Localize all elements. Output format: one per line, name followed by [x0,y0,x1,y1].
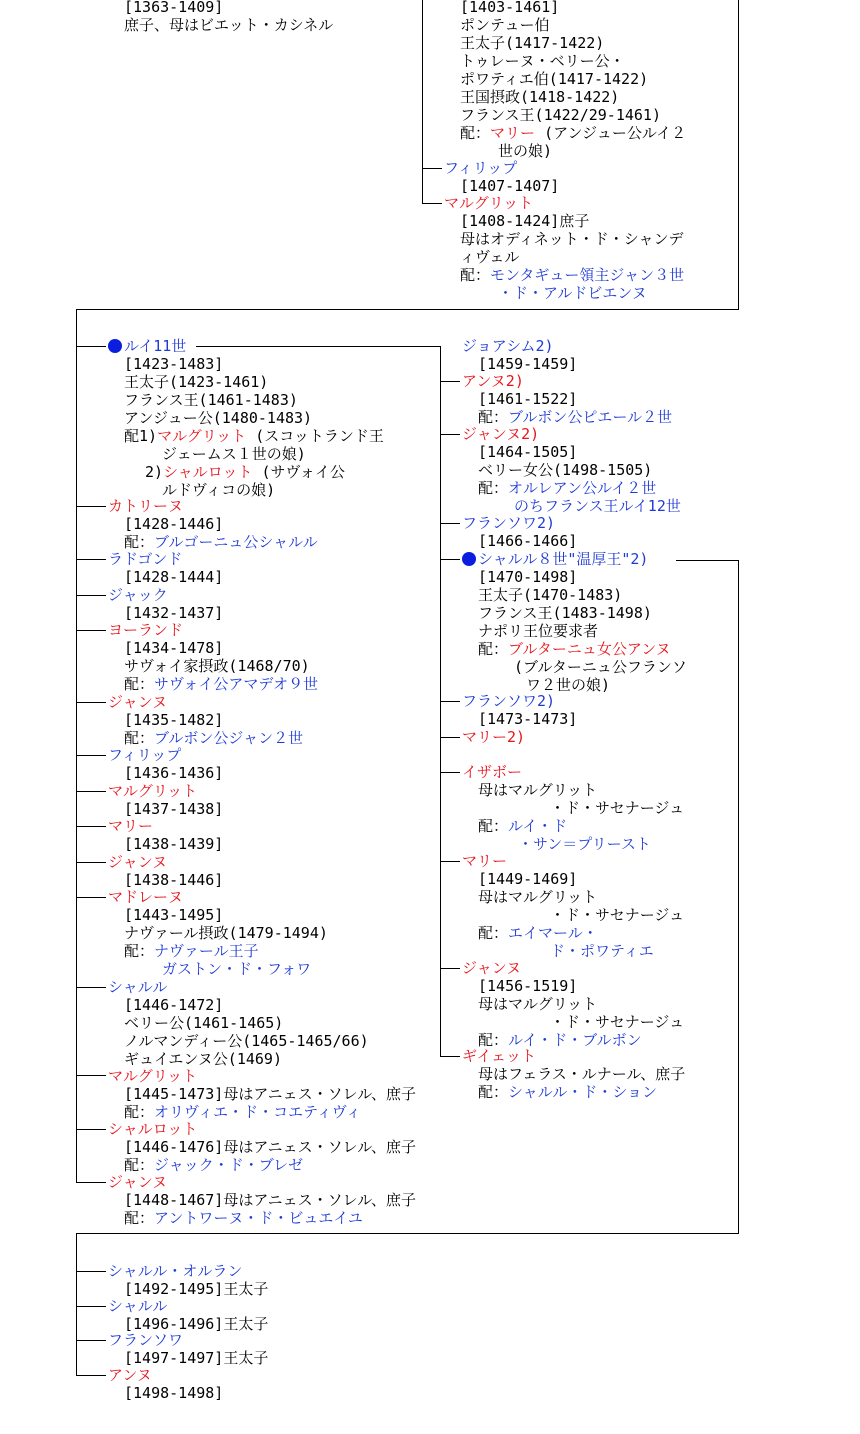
branch-line [76,1182,106,1183]
person-name-link[interactable]: ジャック [108,586,168,604]
person-name-link[interactable]: マルグリット [444,194,534,212]
person-name-link[interactable]: ジャンヌ2) [462,425,540,443]
spouse-name-link[interactable]: ド・ポワティエ [550,942,654,960]
spouse-note: (アンジュー公ルイ２ [544,124,687,142]
person-name-link[interactable]: フランソワ [108,1331,184,1349]
dates-text: [1434-1478] [124,639,224,657]
connector-line [76,309,739,310]
person-name-link[interactable]: マドレーヌ [108,888,184,906]
person-name-link[interactable]: ジャンヌ [108,853,168,871]
person-name-link[interactable]: ラドゴンド [108,550,183,568]
spouse-name-link[interactable]: ルイ・ド [508,817,568,835]
branch-line [76,826,106,827]
spouse-name-link[interactable]: ルイ・ド・ブルボン [508,1031,642,1049]
person-name-link[interactable]: フィリップ [444,159,518,177]
spouse-name-link[interactable]: ナヴァール王子 [154,942,259,960]
branch-line [76,1306,106,1307]
spouse-note: (サヴォイ公 [261,463,345,481]
note-text: ・ド・サセナージュ [550,799,685,817]
title-text: ノルマンディー公(1465-1465/66) [124,1032,369,1050]
spouse-line-text [124,533,318,551]
spouse-line-text [124,1103,361,1121]
connector-line [76,1233,739,1234]
spouse-note: 世の娘) [498,142,553,160]
dates-text: [1435-1482] [124,711,224,729]
spouse-prefix: 配： [478,1031,509,1049]
connector-line [738,0,739,310]
person-name-link[interactable]: ジャンヌ [108,693,168,711]
dates-text: [1445-1473]母はアニェス・ソレル、庶子 [124,1085,417,1103]
spouse-prefix: 配： [460,266,491,284]
branch-line [440,434,460,435]
branch-line [76,755,106,756]
spouse-line-text [124,675,318,693]
spouse-line-text [478,479,656,497]
branch-line [76,1129,106,1130]
connector-line [76,309,77,1183]
branch-line [76,1375,106,1376]
dates-text: [1461-1522] [478,390,578,408]
title-text: ギュイエンヌ公(1469) [124,1050,282,1068]
dates-text: [1363-1409] [124,0,224,16]
dates-text: [1443-1495] [124,906,224,924]
person-name-link[interactable]: ギイェット [462,1047,537,1065]
spouse-name-link[interactable]: マルグリット [157,427,247,445]
note-text: 母はマルグリット [478,888,598,906]
dates-text: [1423-1483] [124,355,224,373]
title-text: フランス王(1422/29-1461) [460,106,661,124]
spouse-line [676,560,739,561]
person-name-link[interactable]: アンヌ2) [462,372,524,390]
spouse-name-link[interactable]: シャルロット [163,463,253,481]
note-text: 母はマルグリット [478,995,598,1013]
dates-text: [1428-1444] [124,568,224,586]
person-name-link[interactable]: マリー2) [462,728,526,746]
dates-text: [1448-1467]母はアニェス・ソレル、庶子 [124,1191,417,1209]
spouse-line-text [460,124,686,142]
person-name-link[interactable]: シャルル [108,1297,168,1315]
spouse-name-link[interactable]: オリヴィエ・ド・コエティヴィ [154,1103,362,1121]
spouse-prefix: 配： [124,533,155,551]
spouse-line-text [145,463,345,481]
dates-text: [1456-1519] [478,977,578,995]
note-text: 母はフェラス・ルナール、庶子 [478,1065,686,1083]
dates-text: [1438-1439] [124,835,224,853]
spouse-prefix: 配： [478,640,509,658]
spouse-name-link[interactable]: ジャック・ド・ブレゼ [154,1156,304,1174]
title-text: サヴォイ家摂政(1468/70) [124,657,310,675]
dates-text: [1496-1496]王太子 [124,1315,269,1333]
person-name-link[interactable]: シャルロット [108,1120,198,1138]
spouse-note: (スコットランド王 [255,427,384,445]
title-text: ポワティエ伯(1417-1422) [460,70,649,88]
spouse-line-text [124,427,384,445]
person-name-link[interactable]: マルグリット [108,1067,198,1085]
branch-line [440,772,460,773]
branch-line [440,701,460,702]
spouse-prefix: 配： [478,1083,509,1101]
person-name-link[interactable]: シャルル８世"温厚王"2) [478,550,649,568]
dates-text: [1459-1459] [478,355,578,373]
person-name-link[interactable]: イザボー [462,763,523,781]
spouse-line-text [124,1156,303,1174]
spouse-note: ジェームス１世の娘) [162,445,306,463]
branch-line [76,702,106,703]
spouse-name-link[interactable]: ・サン＝プリースト [518,835,651,853]
dates-text: [1464-1505] [478,443,578,461]
note-text: ィヴェル [460,248,520,266]
spouse-name-link[interactable]: シャルル・ド・ション [508,1083,658,1101]
title-text: 王太子(1417-1422) [460,34,605,52]
branch-line [76,559,106,560]
person-name-link[interactable]: ジャンヌ [108,1173,168,1191]
person-name-link[interactable]: マリー [108,817,154,835]
branch-line [440,381,460,382]
branch-line [440,737,460,738]
spouse-prefix: 配： [478,924,509,942]
title-text: 王国摂政(1418-1422) [460,88,620,106]
branch-line [76,897,106,898]
person-name-link[interactable]: ルイ11世 [124,337,187,355]
spouse-line-text [478,817,567,835]
dates-text: [1466-1466] [478,532,578,550]
note-text: ・ド・サセナージュ [550,1013,685,1031]
branch-line [76,1340,106,1341]
main-line-marker-icon [108,339,122,353]
spouse-prefix: 配： [124,675,155,693]
spouse-prefix: 配： [124,1209,155,1227]
connector-line [76,1233,77,1376]
spouse-prefix: 配： [478,817,509,835]
title-text: フランス王(1483-1498) [478,604,652,622]
person-name-link[interactable]: フランソワ2) [462,514,556,532]
title-text: 王太子(1423-1461) [124,373,269,391]
spouse-name-link[interactable]: ブルボン公ジャン２世 [154,729,304,747]
title-text: トゥレーヌ・ベリー公・ [460,52,625,70]
spouse-name-link[interactable]: ブルターニュ女公アンヌ [508,640,671,658]
dates-text: [1470-1498] [478,568,578,586]
branch-line [440,968,460,969]
person-name-link[interactable]: シャルル [108,978,168,996]
spouse-prefix: 配： [124,1156,155,1174]
title-text: フランス王(1461-1483) [124,391,298,409]
spouse-line-text [478,640,671,658]
spouse-name-link[interactable]: ガストン・ド・フォワ [162,960,312,978]
dates-text: [1498-1498] [124,1384,224,1402]
spouse-name-link[interactable]: サヴォイ公アマデオ９世 [154,675,319,693]
title-text: アンジュー公(1480-1483) [124,409,313,427]
branch-line [76,506,106,507]
person-name-link[interactable]: ジョアシム2) [462,337,554,355]
spouse-line-text [124,729,303,747]
spouse-line-text [460,266,684,284]
dates-text: [1497-1497]王太子 [124,1349,269,1367]
spouse-note: ワ２世の娘) [526,676,611,694]
person-name-link[interactable]: ヨーランド [108,621,184,639]
spouse-name-link[interactable]: アントワーヌ・ド・ビュエイユ [154,1209,363,1227]
branch-line [76,595,106,596]
dates-text: [1408-1424]庶子 [460,212,590,230]
person-name-link[interactable]: シャルル・オルラン [108,1262,243,1280]
spouse-name-link[interactable]: ブルゴーニュ公シャルル [154,533,318,551]
spouse-prefix: 2) [145,463,164,481]
spouse-prefix: 配： [460,124,491,142]
dates-text: [1437-1438] [124,800,224,818]
person-name-link[interactable]: マルグリット [108,782,198,800]
branch-line [422,168,442,169]
title-text: ナヴァール摂政(1479-1494) [124,924,328,942]
note-text: ・ド・サセナージュ [550,906,685,924]
dates-text: [1436-1436] [124,764,224,782]
connector-line [738,560,739,1234]
branch-line [422,0,423,204]
spouse-prefix: 配： [478,479,509,497]
spouse-note: (ブルターニュ公フランソ [514,658,687,676]
spouse-name-link[interactable]: エイマール・ [508,924,598,942]
note-text: 母はオディネット・ド・シャンデ [460,230,684,248]
dates-text: [1446-1476]母はアニェス・ソレル、庶子 [124,1138,417,1156]
spouse-prefix: 配： [124,1103,155,1121]
dates-text: [1403-1461] [460,0,560,16]
dates-text: [1449-1469] [478,870,578,888]
branch-line [76,1075,106,1076]
spouse-line-text [478,408,672,426]
title-text: ベリー公(1461-1465) [124,1014,284,1032]
person-name-link[interactable]: ジャンヌ [462,959,522,977]
dates-text: [1432-1437] [124,604,224,622]
branch-line [440,861,460,862]
branch-line [76,346,106,347]
spouse-name-link[interactable]: のちフランス王ルイ12世 [514,497,681,515]
spouse-name-link[interactable]: マリー [490,124,536,142]
branch-line [422,203,442,204]
spouse-name-link[interactable]: オルレアン公ルイ２世 [508,479,657,497]
title-text: ナポリ王位要求者 [478,622,599,640]
spouse-note: ルドヴィコの娘) [162,481,276,499]
branch-line [440,1056,460,1057]
spouse-prefix: 配1) [124,427,158,445]
spouse-line-text [124,942,259,960]
spouse-line [196,346,440,347]
branch-line [76,862,106,863]
person-name-link[interactable]: フィリップ [108,746,182,764]
spouse-line-text [124,1209,363,1227]
dates-text: [1446-1472] [124,996,224,1014]
branch-line [76,987,106,988]
dates-text: [1492-1495]王太子 [124,1280,269,1298]
title-text: ベリー女公(1498-1505) [478,461,653,479]
note-text: 庶子、母はビエット・カシネル [124,16,334,34]
branch-line [76,1271,106,1272]
spouse-name-link[interactable]: ブルボン公ピエール２世 [508,408,673,426]
spouse-prefix: 配： [124,729,155,747]
dates-text: [1407-1407] [460,177,560,195]
spouse-name-link[interactable]: モンタギュー領主ジャン３世 [490,266,685,284]
spouse-name-link[interactable]: ・ド・アルドビエンヌ [498,284,647,302]
person-name-link[interactable]: マリー [462,852,508,870]
title-text: 王太子(1470-1483) [478,586,623,604]
title-text: ポンテュー伯 [460,16,550,34]
spouse-line-text [478,924,598,942]
dates-text: [1428-1446] [124,515,224,533]
spouse-line-text [478,1083,657,1101]
dates-text: [1438-1446] [124,871,224,889]
spouse-prefix: 配： [478,408,509,426]
branch-line [440,559,460,560]
person-name-link[interactable]: カトリーヌ [108,497,184,515]
person-name-link[interactable]: フランソワ2) [462,692,556,710]
branch-line [440,523,460,524]
branch-line [76,791,106,792]
note-text: 母はマルグリット [478,781,598,799]
main-line-marker-icon [462,552,476,566]
spouse-prefix: 配： [124,942,155,960]
branch-line [76,630,106,631]
dates-text: [1473-1473] [478,710,578,728]
person-name-link[interactable]: アンヌ [108,1366,152,1384]
